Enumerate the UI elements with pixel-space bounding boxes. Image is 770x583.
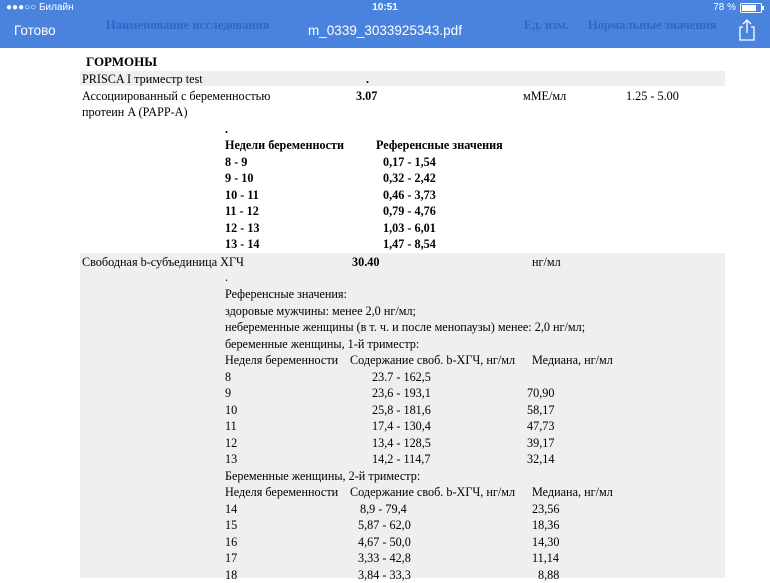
papp-ref-value: 0,46 - 3,73 <box>383 188 436 202</box>
hcg-median: 23,56 <box>532 502 560 516</box>
hcg-tri1-title: беременные женщины, 1-й триместр: <box>225 337 420 351</box>
hcg-range: 4,67 - 50,0 <box>358 535 411 549</box>
hcg-note-women: небеременные женщины (в т. ч. и после менопаузы) менее: 2,0 нг/мл; <box>225 320 586 334</box>
hcg-week: 11 <box>225 419 237 433</box>
papp-ref-value: 1,03 - 6,01 <box>383 221 436 235</box>
hcg-week: 12 <box>225 436 238 450</box>
papp-ref-week: 11 - 12 <box>225 204 259 218</box>
section-title: ГОРМОНЫ <box>86 54 158 69</box>
hcg-col-week: Неделя беременности <box>225 485 339 499</box>
hcg-range: 8,9 - 79,4 <box>360 502 407 516</box>
papp-ref-week: 10 - 11 <box>225 188 259 202</box>
papp-ref-value: 0,79 - 4,76 <box>383 204 436 218</box>
hcg-range: 3,33 - 42,8 <box>358 551 411 565</box>
hcg-range: 14,2 - 114,7 <box>372 452 431 466</box>
hcg-median: 8,88 <box>538 568 560 582</box>
battery-status <box>713 0 762 15</box>
hcg-note-men: здоровые мужчины: менее 2,0 нг/мл; <box>225 304 416 318</box>
hcg-week: 17 <box>225 551 238 565</box>
hcg-col-median: Медиана, нг/мл <box>532 353 613 367</box>
share-icon[interactable] <box>738 19 756 41</box>
hcg-median: 18,36 <box>532 518 560 532</box>
battery-icon <box>740 3 762 13</box>
hcg-col-content: Содержание своб. b-ХГЧ, нг/мл <box>350 353 516 367</box>
hcg-week: 13 <box>225 452 238 466</box>
hcg-median: 39,17 <box>527 436 555 450</box>
hcg-median: 14,30 <box>532 535 560 549</box>
hcg-week: 9 <box>225 386 232 400</box>
done-button[interactable]: Готово <box>14 23 56 38</box>
hcg-median: 70,90 <box>527 386 555 400</box>
papp-ref-week: 12 - 13 <box>225 221 260 235</box>
status-bar <box>0 0 770 16</box>
hcg-col-week: Неделя беременности <box>225 353 339 367</box>
hcg-week: 14 <box>225 502 238 516</box>
prisca-name: PRISCA I триместр test <box>82 72 203 86</box>
papp-ref-week: 13 - 14 <box>225 237 260 251</box>
hcg-range: 13,4 - 128,5 <box>372 436 431 450</box>
hcg-col-content: Содержание своб. b-ХГЧ, нг/мл <box>350 485 516 499</box>
hcg-week: 18 <box>225 568 238 582</box>
papp-name-line1: Ассоциированный с беременностью <box>82 89 271 103</box>
hcg-median: 58,17 <box>527 403 555 417</box>
prisca-value: . <box>366 72 370 86</box>
hcg-col-median: Медиана, нг/мл <box>532 485 613 499</box>
hcg-range: 23,6 - 193,1 <box>372 386 431 400</box>
papp-range: 1.25 - 5.00 <box>626 89 679 103</box>
battery-percent: 78 % <box>713 2 736 13</box>
hcg-name: Свободная b-субъединица ХГЧ <box>82 255 244 269</box>
carrier-label: ●●●○○ Билайн <box>6 2 74 13</box>
papp-ref-header-weeks: Недели беременности <box>225 138 345 152</box>
hcg-median: 32,14 <box>527 452 555 466</box>
hcg-range: 5,87 - 62,0 <box>358 518 411 532</box>
hcg-median: 11,14 <box>532 551 559 565</box>
hcg-unit: нг/мл <box>532 255 561 269</box>
pdf-page <box>0 48 770 582</box>
papp-unit: мМЕ/мл <box>523 89 567 103</box>
document-title: m_0339_3033925343.pdf <box>308 23 462 38</box>
hcg-median: 47,73 <box>527 419 555 433</box>
hcg-week: 8 <box>225 370 232 384</box>
hcg-range: 25,8 - 181,6 <box>372 403 431 417</box>
papp-ref-value: 0,17 - 1,54 <box>383 155 436 169</box>
hcg-week: 16 <box>225 535 238 549</box>
hcg-week: 10 <box>225 403 238 417</box>
hcg-range: 23.7 - 162,5 <box>372 370 431 384</box>
papp-ref-value: 0,32 - 2,42 <box>383 171 436 185</box>
papp-name-line2: протеин A (PAPP-A) <box>82 105 188 119</box>
hcg-value: 30.40 <box>352 255 380 269</box>
hcg-tri2-title: Беременные женщины, 2-й триместр: <box>225 469 421 483</box>
papp-ref-header-values: Референсные значения <box>376 138 503 152</box>
hcg-dot: . <box>225 270 229 284</box>
hcg-week: 15 <box>225 518 238 532</box>
hcg-ref-title: Референсные значения: <box>225 287 347 301</box>
hcg-range: 3,84 - 33,3 <box>358 568 411 582</box>
papp-value: 3.07 <box>356 89 378 103</box>
papp-dot: . <box>225 122 229 136</box>
navigation-bar <box>0 0 770 48</box>
clock: 10:51 <box>372 2 398 13</box>
hcg-range: 17,4 - 130,4 <box>372 419 431 433</box>
papp-ref-week: 9 - 10 <box>225 171 254 185</box>
papp-ref-value: 1,47 - 8,54 <box>383 237 436 251</box>
papp-ref-week: 8 - 9 <box>225 155 248 169</box>
